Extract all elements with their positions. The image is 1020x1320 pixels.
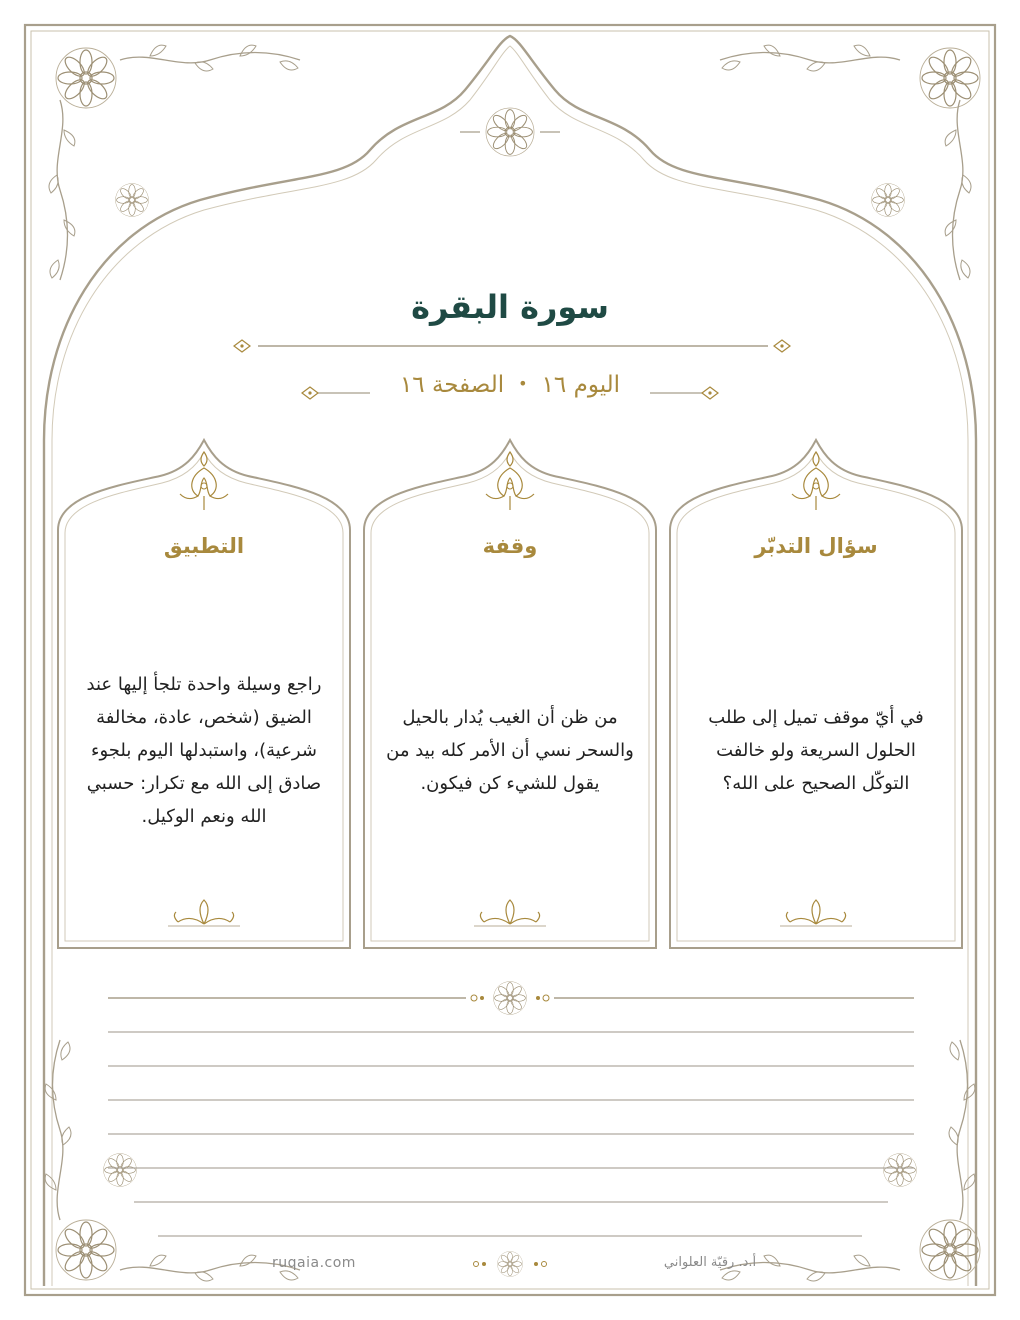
footer-website[interactable]: ruqaia.com	[272, 1255, 356, 1271]
day-label: اليوم ١٦	[541, 372, 621, 398]
card-text-pause	[384, 600, 636, 900]
card-body-reflection-question: في أيّ موقف تميل إلى طلب الحلول السريعة ولو خالفت التوكّل الصحيح على الله؟	[708, 706, 924, 794]
day-page-line	[340, 372, 680, 398]
separator-dot: •	[518, 374, 528, 393]
card-text-application	[78, 600, 330, 900]
card-heading-pause: وقفة	[482, 534, 538, 558]
footer-author: أ.د. رقيّة العلواني	[663, 1255, 757, 1270]
page-label: الصفحة ١٦	[399, 372, 505, 398]
card-body-application: راجع وسيلة واحدة تلجأ إليها عند الضيق (شخص، عادة، مخالفة شرعية)، واستبدلها اليوم بلجوء صادق إلى الله مع تكرار: حسبي الله ونعم الوكيل.	[86, 673, 322, 827]
card-body-pause: من ظن أن الغيب يُدار بالحيل والسحر نسي أن الأمر كله بيد من يقول للشيء كن فيكون.	[386, 706, 634, 794]
card-heading-reflection-question: سؤال التدبّر	[754, 534, 878, 558]
card-heading-application: التطبيق	[163, 534, 245, 558]
card-text-reflection-question	[690, 600, 942, 900]
page-title: سورة البقرة	[411, 288, 609, 326]
notes-lines	[108, 998, 914, 1236]
